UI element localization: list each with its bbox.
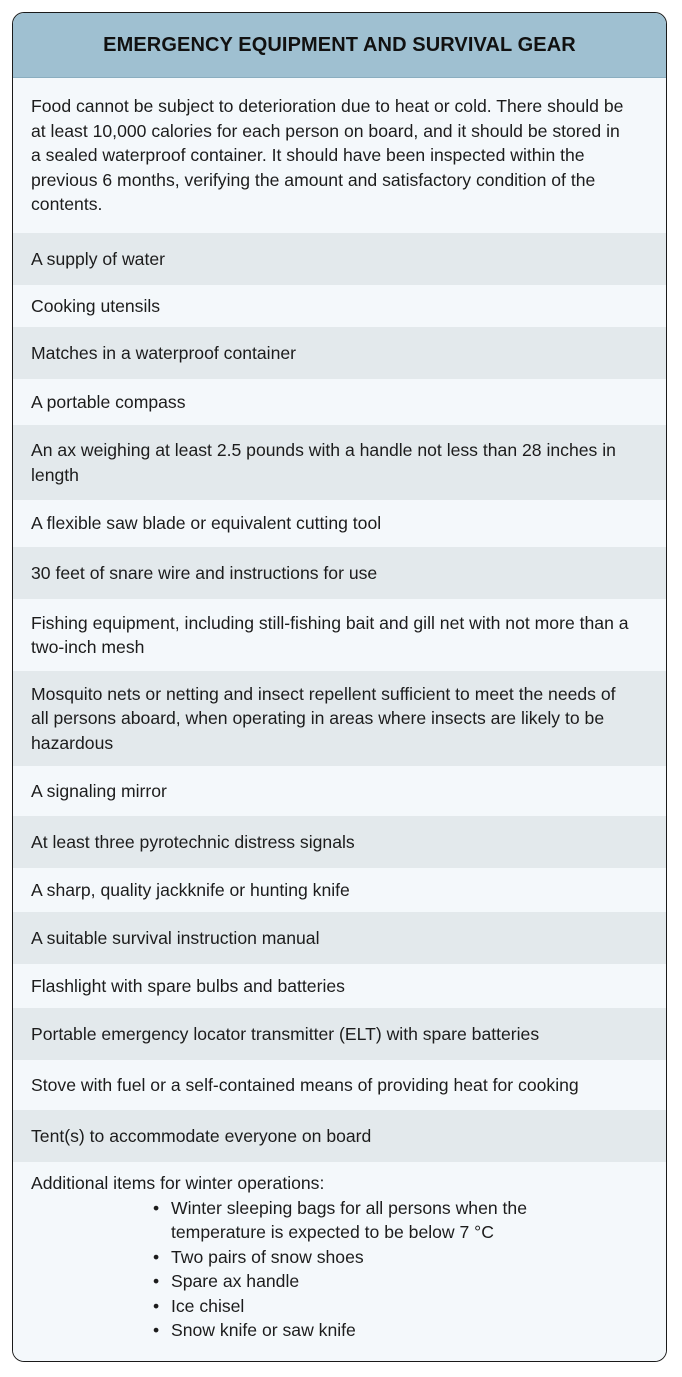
- table-row: [13, 816, 666, 868]
- survival-gear-table: [12, 12, 667, 1362]
- table-row: [13, 285, 666, 327]
- row-text: An ax weighing at least 2.5 pounds with a handle not less than 28 inches in length: [31, 440, 616, 485]
- table-row: [13, 327, 666, 379]
- row-text: Flashlight with spare bulbs and batteries: [31, 975, 345, 996]
- row-text: A signaling mirror: [31, 780, 167, 801]
- row-text: Mosquito nets or netting and insect repellent sufficient to meet the needs of all persons aboard, when operating in areas where insects are likely to be hazardous: [31, 683, 616, 753]
- row-text: A suitable survival instruction manual: [31, 927, 320, 948]
- row-text: At least three pyrotechnic distress signals: [31, 831, 355, 852]
- row-text: Cooking utensils: [31, 295, 161, 316]
- bullet-item: • Ice chisel: [153, 1294, 581, 1319]
- row-text: A sharp, quality jackknife or hunting knife: [31, 879, 350, 900]
- row-text: A supply of water: [31, 248, 165, 269]
- table-row: [13, 1110, 666, 1162]
- winter-intro: Additional items for winter operations:: [31, 1173, 325, 1193]
- bullet-item: • Spare ax handle: [153, 1269, 581, 1294]
- table-row: [13, 964, 666, 1008]
- table-row: [13, 500, 666, 547]
- table-row: [13, 912, 666, 964]
- bullet-item: • Winter sleeping bags for all persons when the temperature is expected to be below 7 °C: [153, 1196, 581, 1245]
- table-title: EMERGENCY EQUIPMENT AND SURVIVAL GEAR: [13, 13, 666, 78]
- row-text: Stove with fuel or a self-contained means of providing heat for cooking: [31, 1074, 579, 1095]
- row-text: 30 feet of snare wire and instructions for use: [31, 562, 378, 583]
- bullet-item: • Snow knife or saw knife: [153, 1318, 581, 1343]
- row-text: Food cannot be subject to deterioration due to heat or cold. There should be at least 10,000 calories for each person on board, and it should be stored in a sealed waterproof container. It should have been inspected within the previous 6 months, verifying the amount and satisfactory condition of the contents.: [31, 96, 624, 215]
- table-row: [13, 766, 666, 816]
- table-row: [13, 233, 666, 285]
- row-text: A flexible saw blade or equivalent cutting tool: [31, 513, 382, 534]
- row-text: Matches in a waterproof container: [31, 342, 297, 363]
- table-row-food: [13, 78, 666, 233]
- table-row: [13, 1060, 666, 1110]
- row-text: Portable emergency locator transmitter (ELT) with spare batteries: [31, 1023, 540, 1044]
- table-row: [13, 671, 666, 766]
- winter-bullet-list: [31, 1196, 656, 1343]
- table-row: [13, 1008, 666, 1060]
- row-text: A portable compass: [31, 391, 186, 412]
- row-text: Tent(s) to accommodate everyone on board: [31, 1125, 372, 1146]
- bullet-item: • Two pairs of snow shoes: [153, 1245, 581, 1270]
- table-row: [13, 425, 666, 500]
- table-row: [13, 868, 666, 912]
- table-row-winter: [13, 1162, 666, 1362]
- table-row: [13, 599, 666, 671]
- table-row: [13, 379, 666, 425]
- row-text: Fishing equipment, including still-fishing bait and gill net with not more than a two-inch mesh: [31, 612, 629, 657]
- table-row: [13, 547, 666, 599]
